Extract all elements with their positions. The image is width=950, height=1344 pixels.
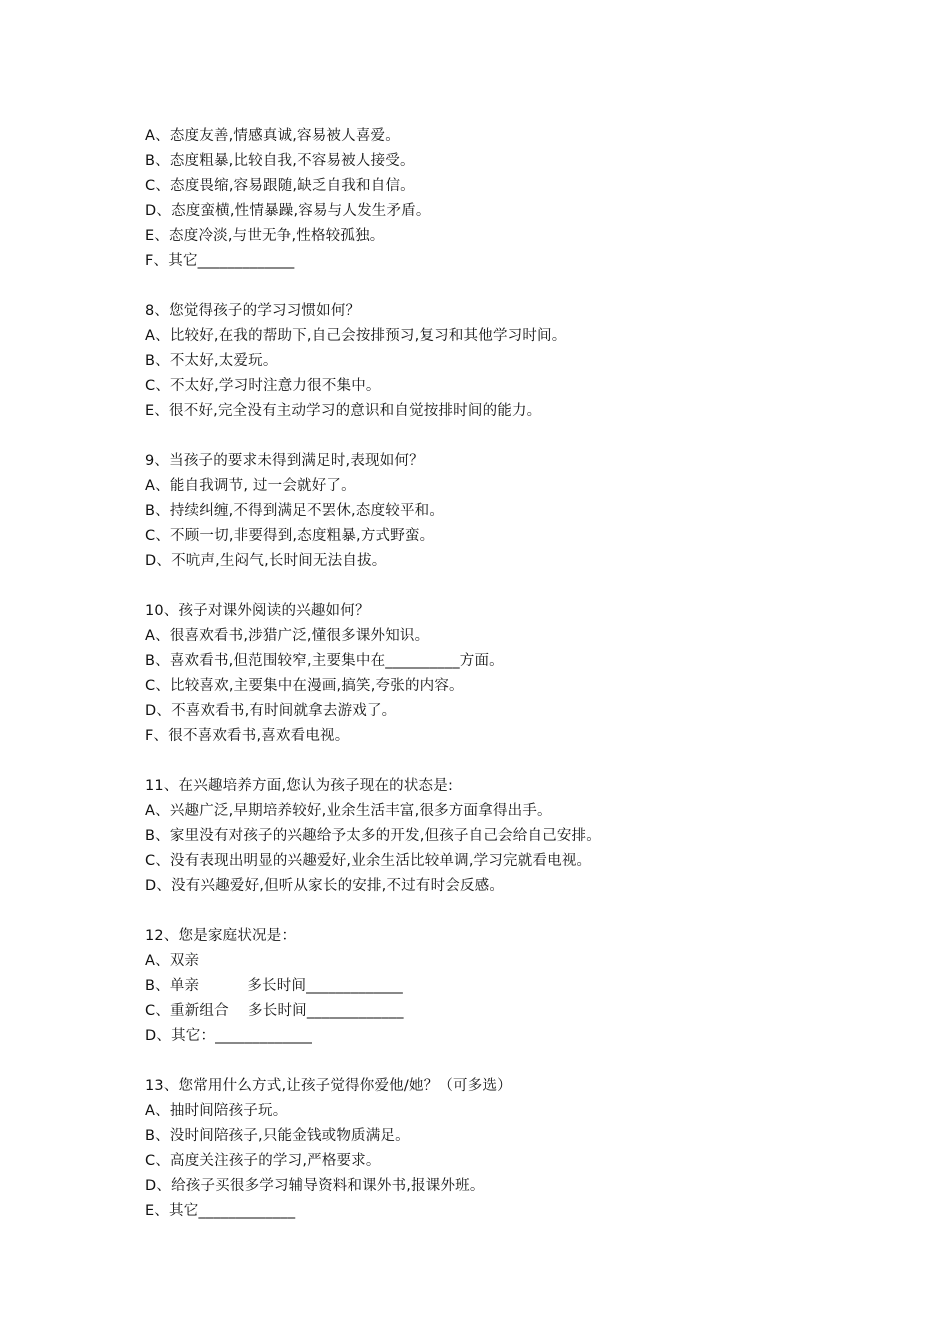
option-line: C、高度关注孩子的学习,严格要求。 (145, 1153, 381, 1169)
option-line: E、其它_____________ (145, 1203, 296, 1219)
question-text: 9、当孩子的要求未得到满足时,表现如何？ (145, 453, 424, 469)
option-line: B、持续纠缠,不得到满足不罢休,态度较平和。 (145, 503, 445, 519)
question-text: 13、您常用什么方式,让孩子觉得你爱他/她？（可多选） (145, 1078, 512, 1094)
spacer (145, 749, 905, 774)
option-line: A、比较好,在我的帮助下,自己会按排预习,复习和其他学习时间。 (145, 328, 567, 344)
question-text: 8、您觉得孩子的学习习惯如何？ (145, 303, 361, 319)
option-line: B、没时间陪孩子,只能金钱或物质满足。 (145, 1128, 410, 1144)
question-block-8 (145, 299, 905, 424)
option-line: C、不太好,学习时注意力很不集中。 (145, 378, 381, 394)
option-line: C、态度畏缩,容易跟随,缺乏自我和自信。 (145, 178, 415, 194)
question-block-7-options (145, 124, 905, 274)
question-block-11 (145, 774, 905, 899)
spacer (145, 274, 905, 299)
option-line: C、没有表现出明显的兴趣爱好,业余生活比较单调,学习完就看电视。 (145, 853, 592, 869)
questionnaire-page (145, 124, 905, 1224)
option-line: B、单亲 多长时间_____________ (145, 978, 403, 994)
option-line: A、兴趣广泛,早期培养较好,业余生活丰富,很多方面拿得出手。 (145, 803, 552, 819)
question-text: 12、您是家庭状况是： (145, 928, 297, 944)
option-line: B、家里没有对孩子的兴趣给予太多的开发,但孩子自己会给自己安排。 (145, 828, 601, 844)
spacer (145, 574, 905, 599)
spacer (145, 1049, 905, 1074)
spacer (145, 424, 905, 449)
option-line: A、抽时间陪孩子玩。 (145, 1103, 288, 1119)
option-line: D、没有兴趣爱好,但听从家长的安排,不过有时会反感。 (145, 878, 505, 894)
option-line: F、其它_____________ (145, 253, 295, 269)
question-block-12 (145, 924, 905, 1049)
option-line: C、比较喜欢,主要集中在漫画,搞笑,夸张的内容。 (145, 678, 464, 694)
question-block-13 (145, 1074, 905, 1224)
option-line: D、不吭声,生闷气,长时间无法自拔。 (145, 553, 387, 569)
option-line: A、双亲 (145, 953, 200, 969)
option-line: B、态度粗暴,比较自我,不容易被人接受。 (145, 153, 415, 169)
option-line: A、能自我调节, 过一会就好了。 (145, 478, 356, 494)
question-text: 11、在兴趣培养方面,您认为孩子现在的状态是: (145, 778, 454, 794)
option-line: E、很不好,完全没有主动学习的意识和自觉按排时间的能力。 (145, 403, 542, 419)
option-line: D、其它：_____________ (145, 1028, 313, 1044)
question-block-10 (145, 599, 905, 749)
option-line: C、重新组合 多长时间_____________ (145, 1003, 404, 1019)
option-line: B、喜欢看书,但范围较窄,主要集中在__________方面。 (145, 653, 504, 669)
option-line: F、很不喜欢看书,喜欢看电视。 (145, 728, 350, 744)
option-line: D、不喜欢看书,有时间就拿去游戏了。 (145, 703, 397, 719)
option-line: B、不太好,太爱玩。 (145, 353, 278, 369)
spacer (145, 899, 905, 924)
option-line: A、很喜欢看书,涉猎广泛,懂很多课外知识。 (145, 628, 430, 644)
option-line: E、态度冷淡,与世无争,性格较孤独。 (145, 228, 385, 244)
option-line: D、态度蛮横,性情暴躁,容易与人发生矛盾。 (145, 203, 431, 219)
question-text: 10、孩子对课外阅读的兴趣如何？ (145, 603, 370, 619)
option-line: A、态度友善,情感真诚,容易被人喜爱。 (145, 128, 400, 144)
option-line: D、给孩子买很多学习辅导资料和课外书,报课外班。 (145, 1178, 485, 1194)
option-line: C、不顾一切,非要得到,态度粗暴,方式野蛮。 (145, 528, 435, 544)
question-block-9 (145, 449, 905, 574)
